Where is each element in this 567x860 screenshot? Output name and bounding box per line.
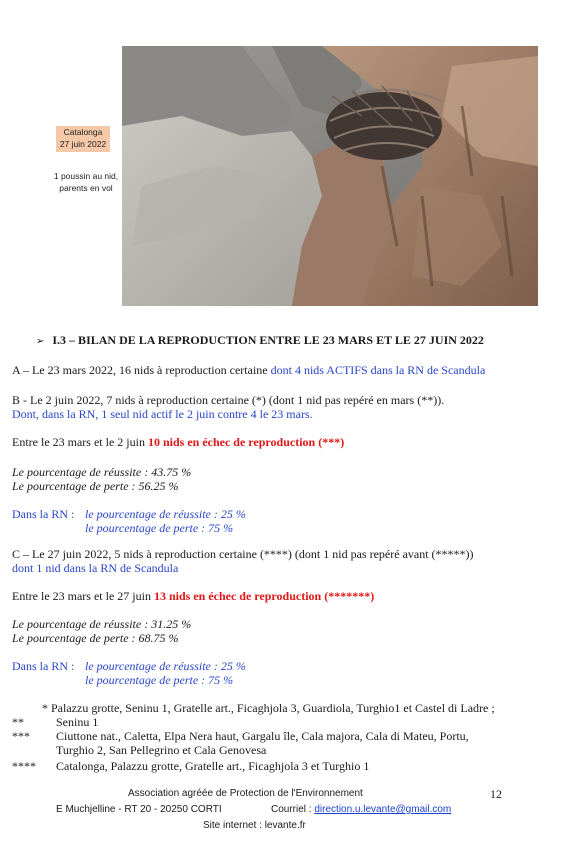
note-3-text-2: Turghio 2, San Pellegrino et Cala Genovesa: [56, 743, 267, 757]
paragraph-c-line1: C – Le 27 juin 2022, 5 nids à reproduction certaine (****) (dont 1 nid pas repéré avant (*****)): [12, 547, 474, 561]
note-2-text: Seninu 1: [56, 715, 99, 729]
section-heading: [36, 333, 484, 348]
perte-1: Le pourcentage de perte : 56.25 %: [12, 479, 179, 493]
rn-label-2: Dans la RN :: [12, 659, 75, 673]
courriel-label: Courriel :: [271, 804, 315, 815]
paragraph-b-line1: B - Le 2 juin 2022, 7 nids à reproduction certaine (*) (dont 1 nid pas repéré en mars (**)).: [12, 393, 445, 407]
note-3-text-1: Ciuttone nat., Caletta, Elpa Nera haut, Gargalu île, Cala majora, Cala di Mateu, Portu,: [56, 729, 469, 743]
reussite-1: Le pourcentage de réussite : 43.75 %: [12, 465, 192, 479]
perte-2: Le pourcentage de perte : 68.75 %: [12, 631, 179, 645]
reussite-2: Le pourcentage de réussite : 31.25 %: [12, 617, 192, 631]
section-title: I.3 – BILAN DE LA REPRODUCTION ENTRE LE 23 MARS ET LE 27 JUIN 2022: [52, 333, 484, 347]
photo-date: 27 juin 2022: [59, 139, 107, 149]
rn-perte-1: le pourcentage de perte : 75 %: [85, 521, 234, 535]
echec-2-text: Entre le 23 mars et le 27 juin: [12, 589, 154, 603]
footer-association: Association agréée de Protection de l'Environnement: [128, 788, 363, 799]
echec-1-highlight: 10 nids en échec de reproduction (***): [147, 435, 345, 449]
note-1: * Palazzu grotte, Seninu 1, Gratelle art., Ficaghjola 3, Guardiola, Turghio1 et Castel di Ladre ;: [42, 701, 495, 715]
rn-label-1: Dans la RN :: [12, 507, 75, 521]
paragraph-a: [12, 363, 485, 377]
echec-2-highlight: 13 nids en échec de reproduction (*******): [153, 589, 375, 603]
photo-tag: [56, 126, 110, 152]
footer-website[interactable]: Site internet : levante.fr: [203, 820, 306, 831]
photo-location: Catalonga: [63, 127, 103, 137]
echec-line-2: [12, 589, 374, 603]
echec-line-1: [12, 435, 344, 449]
page-number: 12: [490, 787, 502, 801]
email-link[interactable]: direction.u.levante@gmail.com: [314, 804, 452, 815]
note-4-mark: ****: [12, 759, 36, 773]
echec-1-text: Entre le 23 mars et le 2 juin: [12, 435, 148, 449]
note-3-mark: ***: [12, 729, 30, 743]
cliff-nest-image: [122, 46, 538, 306]
rn-perte-2: le pourcentage de perte : 75 %: [85, 673, 234, 687]
para-a-rn-text: dont 4 nids ACTIFS dans la RN de Scandula: [270, 363, 486, 377]
footer-courriel: [271, 804, 451, 815]
note-2-mark: **: [12, 715, 24, 729]
footer-address: E Muchjelline - RT 20 - 20250 CORTI: [56, 804, 222, 815]
rn-reussite-2: le pourcentage de réussite : 25 %: [85, 659, 246, 673]
nest-photo: [122, 46, 538, 306]
rn-reussite-1: le pourcentage de réussite : 25 %: [85, 507, 246, 521]
paragraph-b-line2: Dont, dans la RN, 1 seul nid actif le 2 juin contre 4 le 23 mars.: [12, 407, 313, 421]
caption-line: parents en vol: [59, 183, 113, 193]
note-4-text: Catalonga, Palazzu grotte, Gratelle art., Ficaghjola 3 et Turghio 1: [56, 759, 370, 773]
para-a-text: A – Le 23 mars 2022, 16 nids à reproduction certaine: [12, 363, 271, 377]
arrow-bullet-icon: ➢: [36, 336, 45, 347]
caption-line: 1 poussin au nid,: [53, 171, 119, 181]
photo-caption: [50, 170, 122, 194]
paragraph-c-line2: dont 1 nid dans la RN de Scandula: [12, 561, 179, 575]
